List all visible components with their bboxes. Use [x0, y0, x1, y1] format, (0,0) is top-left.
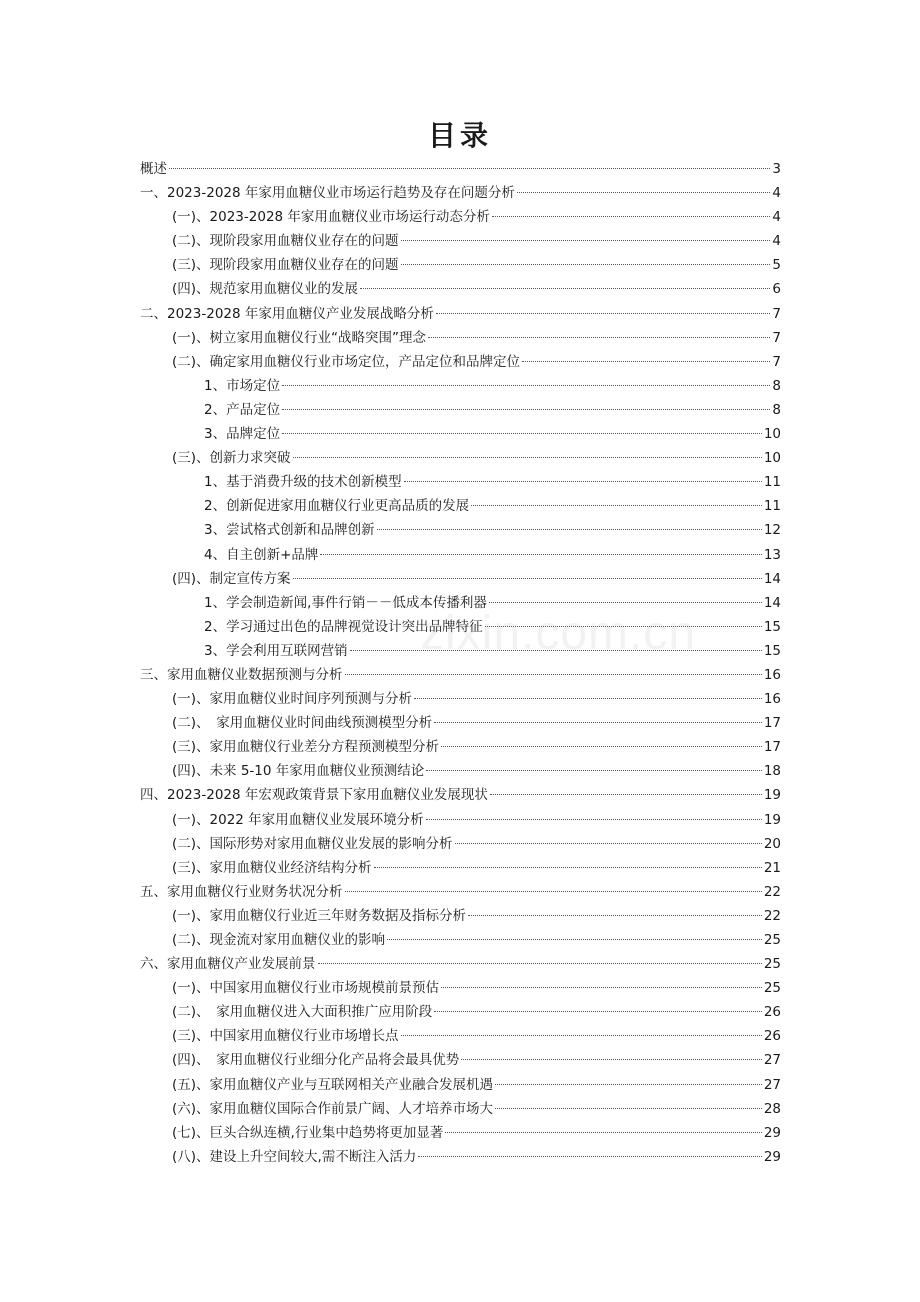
toc-page-number: 16	[763, 691, 781, 708]
toc-page-number: 8	[772, 377, 781, 394]
toc-page-number: 14	[763, 594, 781, 611]
toc-entry[interactable]	[140, 374, 781, 398]
toc-entry-title: 1、学会制造新闻,事件行销－－低成本传播利器	[204, 594, 487, 611]
toc-entry-title: 二、2023-2028 年家用血糖仪产业发展战略分析	[140, 305, 434, 322]
toc-leader-dots	[492, 216, 770, 217]
toc-leader-dots	[517, 192, 771, 193]
toc-page-number: 3	[772, 161, 781, 177]
toc-page-number: 19	[763, 811, 781, 828]
toc-entry-title: (四)、未来 5-10 年家用血糖仪业预测结论	[172, 763, 425, 780]
toc-page-number: 27	[763, 1052, 781, 1069]
toc-page-number: 11	[763, 498, 781, 515]
toc-entry-title: 概述	[140, 161, 167, 177]
toc-page-number: 15	[763, 642, 781, 659]
toc-entry[interactable]	[140, 181, 781, 205]
watermark: zixin.com.cn	[420, 607, 697, 660]
toc-leader-dots	[414, 698, 762, 699]
toc-page-number: 16	[763, 666, 781, 683]
toc-entry[interactable]	[140, 1097, 781, 1121]
toc-entry[interactable]	[140, 687, 781, 711]
toc-entry[interactable]	[140, 639, 781, 663]
toc-entry[interactable]	[140, 253, 781, 277]
toc-leader-dots	[374, 867, 762, 868]
toc-leader-dots	[318, 963, 762, 964]
toc-page-number: 4	[772, 209, 781, 226]
toc-entry-title: (一)、树立家用血糖仪行业“战略突围”理念	[172, 329, 427, 346]
toc-page-number: 12	[763, 522, 781, 539]
toc-leader-dots	[434, 1011, 762, 1012]
toc-leader-dots	[522, 361, 770, 362]
toc-entry[interactable]	[140, 398, 781, 422]
toc-leader-dots	[445, 1132, 761, 1133]
toc-entry-title: (二)、现金流对家用血糖仪业的影响	[172, 932, 386, 948]
toc-entry-title: (三)、家用血糖仪业经济结构分析	[172, 859, 372, 876]
toc-entry[interactable]	[140, 277, 781, 301]
toc-page-number: 17	[763, 739, 781, 756]
toc-page-number: 8	[772, 401, 781, 418]
toc-entry[interactable]	[140, 1024, 781, 1048]
toc-entry[interactable]	[140, 1000, 781, 1024]
toc-leader-dots	[441, 746, 762, 747]
toc-entry[interactable]	[140, 783, 781, 807]
toc-entry-title: (五)、家用血糖仪产业与互联网相关产业融合发展机遇	[172, 1076, 494, 1093]
toc-entry-title: (四)、制定宣传方案	[172, 570, 291, 587]
toc-leader-dots	[350, 650, 762, 651]
page-title: 目录	[427, 119, 492, 152]
toc-page-number: 7	[772, 329, 781, 346]
toc-leader-dots	[455, 843, 762, 844]
toc-leader-dots	[169, 168, 770, 169]
toc-leader-dots	[428, 337, 770, 338]
toc-leader-dots	[401, 240, 771, 241]
toc-leader-dots	[282, 385, 770, 386]
toc-leader-dots	[401, 264, 771, 265]
toc-page-number: 18	[763, 763, 781, 780]
toc-leader-dots	[282, 433, 762, 434]
toc-page-number: 29	[763, 1148, 781, 1165]
toc-page-number: 7	[772, 305, 781, 322]
toc-leader-dots	[418, 1156, 761, 1157]
toc-page-number: 25	[763, 980, 781, 997]
toc-leader-dots	[360, 288, 770, 289]
toc-entry-title: (四)、 家用血糖仪行业细分化产品将会最具优势	[172, 1052, 460, 1069]
toc-entry-title: 三、家用血糖仪业数据预测与分析	[140, 666, 343, 683]
toc-page-number: 10	[763, 450, 781, 467]
toc-entry-title: 3、学会利用互联网营销	[204, 642, 348, 659]
toc-page-number: 14	[763, 570, 781, 587]
toc-entry-title: (二)、现阶段家用血糖仪业存在的问题	[172, 233, 399, 250]
toc-entry[interactable]	[140, 1048, 781, 1072]
toc-entry-title: 4、自主创新+品牌	[204, 546, 319, 563]
toc-page-number: 26	[763, 1028, 781, 1045]
toc-leader-dots	[320, 554, 761, 555]
toc-leader-dots	[282, 409, 770, 410]
toc-page-number: 17	[763, 715, 781, 732]
toc-leader-dots	[426, 770, 762, 771]
toc-leader-dots	[495, 1084, 762, 1085]
toc-page-number: 6	[772, 281, 781, 298]
toc-entry[interactable]	[140, 591, 781, 615]
toc-page-number: 4	[772, 233, 781, 250]
toc-leader-dots	[434, 722, 762, 723]
toc-entry-title: (四)、规范家用血糖仪业的发展	[172, 281, 359, 298]
toc-entry-title: (二)、国际形势对家用血糖仪业发展的影响分析	[172, 835, 453, 852]
toc-leader-dots	[404, 481, 762, 482]
toc-page-number: 25	[763, 956, 781, 973]
toc-entry-title: 3、品牌定位	[204, 426, 281, 443]
toc-leader-dots	[426, 819, 762, 820]
toc-entry-title: 2、创新促进家用血糖仪行业更高品质的发展	[204, 498, 470, 515]
toc-entry-title: (三)、家用血糖仪行业差分方程预测模型分析	[172, 739, 440, 756]
toc-entry-title: 六、家用血糖仪产业发展前景	[140, 956, 316, 973]
toc-entry-title: (八)、建设上升空间较大,需不断注入活力	[172, 1148, 417, 1165]
toc-page-number: 15	[763, 618, 781, 635]
toc-entry-title: 2、学习通过出色的品牌视觉设计突出品牌特征	[204, 618, 483, 635]
toc-leader-dots	[495, 1108, 762, 1109]
toc-entry[interactable]	[140, 735, 781, 759]
toc-entry-title: 1、基于消费升级的技术创新模型	[204, 474, 402, 491]
toc-entry[interactable]	[140, 904, 781, 928]
toc-entry-title: (三)、现阶段家用血糖仪业存在的问题	[172, 257, 399, 274]
toc-leader-dots	[485, 626, 762, 627]
toc-entry-title: 3、尝试格式创新和品牌创新	[204, 522, 375, 539]
toc-entry[interactable]	[140, 928, 781, 952]
toc-entry[interactable]	[140, 1145, 781, 1169]
toc-page-number: 21	[763, 859, 781, 876]
toc-entry[interactable]	[140, 302, 781, 326]
toc-page-number: 26	[763, 1004, 781, 1021]
toc-leader-dots	[377, 529, 762, 530]
toc-leader-dots	[436, 313, 771, 314]
toc-entry[interactable]	[140, 326, 781, 350]
toc-entry-title: 一、2023-2028 年家用血糖仪业市场运行趋势及存在问题分析	[140, 185, 515, 202]
toc-page-number: 25	[763, 932, 781, 948]
toc-entry-title: (二)、确定家用血糖仪行业市场定位，产品定位和品牌定位	[172, 353, 521, 370]
toc-entry-title: (一)、2023-2028 年家用血糖仪业市场运行动态分析	[172, 209, 490, 226]
toc-entry[interactable]	[140, 663, 781, 687]
toc-page-number: 27	[763, 1076, 781, 1093]
toc-entry[interactable]	[140, 205, 781, 229]
toc-entry[interactable]	[140, 856, 781, 880]
toc-entry-title: (一)、家用血糖仪行业近三年财务数据及指标分析	[172, 907, 467, 924]
toc-entry[interactable]	[140, 494, 781, 518]
toc-page-number: 28	[763, 1100, 781, 1117]
toc-entry[interactable]	[140, 446, 781, 470]
toc-entry[interactable]	[140, 350, 781, 374]
toc-entry[interactable]	[140, 470, 781, 494]
toc-entry[interactable]	[140, 711, 781, 735]
toc-page-number: 20	[763, 835, 781, 852]
toc-entry[interactable]	[140, 1121, 781, 1145]
toc-leader-dots	[461, 1059, 762, 1060]
toc-entry[interactable]	[140, 543, 781, 567]
toc-page-number: 5	[772, 257, 781, 274]
toc-entry[interactable]	[140, 976, 781, 1000]
toc-entry[interactable]	[140, 832, 781, 856]
toc-entry[interactable]	[140, 422, 781, 446]
toc-entry[interactable]	[140, 952, 781, 976]
toc-page-number: 7	[772, 353, 781, 370]
toc-entry[interactable]	[140, 157, 781, 181]
toc-entry-title: (三)、创新力求突破	[172, 450, 291, 467]
toc-leader-dots	[345, 674, 762, 675]
toc-leader-dots	[293, 578, 762, 579]
toc-page-number: 29	[763, 1124, 781, 1141]
toc-leader-dots	[293, 457, 762, 458]
toc-entry[interactable]	[140, 615, 781, 639]
toc-leader-dots	[387, 939, 762, 940]
toc-page-number: 4	[772, 185, 781, 202]
toc-entry[interactable]	[140, 229, 781, 253]
toc-entry-title: (一)、家用血糖仪业时间序列预测与分析	[172, 691, 413, 708]
toc-entry[interactable]	[140, 808, 781, 832]
toc-entry-title: (一)、2022 年家用血糖仪业发展环境分析	[172, 811, 424, 828]
toc-entry[interactable]	[140, 759, 781, 783]
toc-page-number: 22	[763, 907, 781, 924]
toc-leader-dots	[441, 987, 762, 988]
toc-page-number: 13	[763, 546, 781, 563]
toc-leader-dots	[401, 1035, 762, 1036]
toc-entry-title: 2、产品定位	[204, 401, 281, 418]
toc-entry[interactable]	[140, 1073, 781, 1097]
toc-leader-dots	[471, 505, 762, 506]
table-of-contents	[140, 157, 781, 1169]
toc-leader-dots	[490, 794, 762, 795]
toc-leader-dots	[345, 891, 762, 892]
toc-entry[interactable]	[140, 518, 781, 542]
toc-leader-dots	[468, 915, 762, 916]
toc-entry-title: (二)、 家用血糖仪进入大面积推广应用阶段	[172, 1004, 433, 1021]
toc-page-number: 10	[763, 426, 781, 443]
toc-page-number: 11	[763, 474, 781, 491]
toc-entry-title: (七)、巨头合纵连横,行业集中趋势将更加显著	[172, 1124, 444, 1141]
toc-entry[interactable]	[140, 880, 781, 904]
toc-entry-title: (二)、 家用血糖仪业时间曲线预测模型分析	[172, 715, 433, 732]
toc-leader-dots	[489, 602, 762, 603]
toc-entry-title: (一)、中国家用血糖仪行业市场规模前景预估	[172, 980, 440, 997]
toc-entry-title: 四、2023-2028 年宏观政策背景下家用血糖仪业发展现状	[140, 787, 488, 804]
toc-entry-title: 五、家用血糖仪行业财务状况分析	[140, 883, 343, 900]
toc-entry[interactable]	[140, 567, 781, 591]
toc-page-number: 22	[763, 883, 781, 900]
toc-entry-title: (三)、中国家用血糖仪行业市场增长点	[172, 1028, 399, 1045]
toc-page-number: 19	[763, 787, 781, 804]
toc-entry-title: 1、市场定位	[204, 377, 281, 394]
toc-entry-title: (六)、家用血糖仪国际合作前景广阔、人才培养市场大	[172, 1100, 494, 1117]
